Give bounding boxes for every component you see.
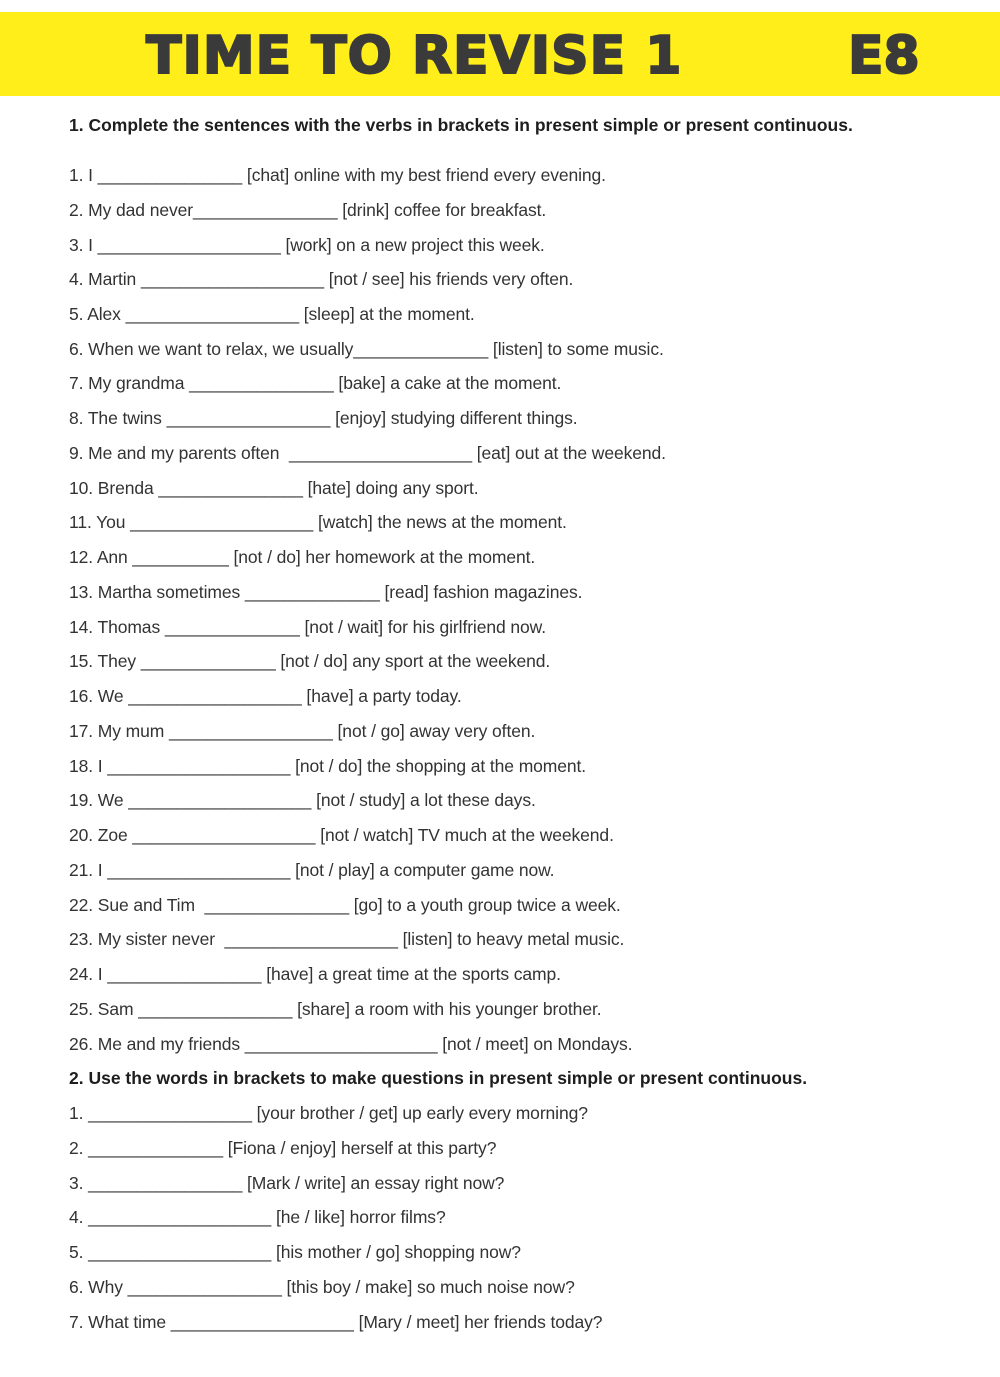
- exercise-item-text: 7. My grandma _______________ [bake] a cake at the moment.: [69, 373, 562, 393]
- question-item-text: 3. ________________ [Mark / write] an essay right now?: [69, 1173, 505, 1193]
- question-item: [69, 1241, 521, 1263]
- level-code: E8: [848, 26, 920, 86]
- exercise-item: [69, 928, 624, 950]
- exercise-item-text: 22. Sue and Tim _______________ [go] to a youth group twice a week.: [69, 895, 621, 915]
- question-item: [69, 1172, 504, 1194]
- exercise-item-text: 5. Alex __________________ [sleep] at the moment.: [69, 304, 475, 324]
- exercise-item: [69, 442, 666, 464]
- question-item: [69, 1102, 588, 1124]
- exercise-item-text: 11. You ___________________ [watch] the news at the moment.: [69, 512, 567, 532]
- exercise-item: [69, 1033, 632, 1055]
- question-item-text: 2. ______________ [Fiona / enjoy] herself at this party?: [69, 1138, 497, 1158]
- exercise-item-text: 2. My dad never_______________ [drink] coffee for breakfast.: [69, 200, 547, 220]
- exercise-item: [69, 963, 561, 985]
- exercise-item-text: 16. We __________________ [have] a party today.: [69, 686, 462, 706]
- exercise-item: [69, 477, 479, 499]
- page-title: TIME TO REVISE 1: [146, 26, 683, 86]
- exercise-item-text: 13. Martha sometimes ______________ [read] fashion magazines.: [69, 582, 583, 602]
- exercise-item: [69, 164, 606, 186]
- exercise-item-text: 20. Zoe ___________________ [not / watch] TV much at the weekend.: [69, 825, 614, 845]
- exercise-item: [69, 234, 545, 256]
- exercise-item: [69, 859, 554, 881]
- exercise-item: [69, 372, 561, 394]
- exercise-item-text: 1. I _______________ [chat] online with my best friend every evening.: [69, 165, 606, 185]
- exercise-item: [69, 824, 614, 846]
- exercise-item-text: 3. I ___________________ [work] on a new project this week.: [69, 235, 545, 255]
- title-banner: [0, 12, 1000, 96]
- exercise-item: [69, 685, 462, 707]
- exercise-item: [69, 720, 535, 742]
- exercise-item: [69, 511, 567, 533]
- question-item-text: 6. Why ________________ [this boy / make] so much noise now?: [69, 1277, 575, 1297]
- exercise-item-text: 10. Brenda _______________ [hate] doing any sport.: [69, 478, 479, 498]
- exercise-item: [69, 998, 601, 1020]
- exercise-item-text: 12. Ann __________ [not / do] her homework at the moment.: [69, 547, 536, 567]
- section2-instruction: 2. Use the words in brackets to make questions in present simple or present continuous.: [69, 1068, 808, 1088]
- exercise-item-text: 18. I ___________________ [not / do] the shopping at the moment.: [69, 756, 587, 776]
- exercise-item: [69, 199, 546, 221]
- exercise-item-text: 19. We ___________________ [not / study] a lot these days.: [69, 790, 536, 810]
- question-item: [69, 1311, 602, 1333]
- exercise-item: [69, 789, 536, 811]
- exercise-item-text: 14. Thomas ______________ [not / wait] for his girlfriend now.: [69, 617, 546, 637]
- exercise-item: [69, 268, 573, 290]
- exercise-item-text: 23. My sister never __________________ [listen] to heavy metal music.: [69, 929, 625, 949]
- exercise-item: [69, 650, 550, 672]
- exercise-item-text: 9. Me and my parents often ___________________ [eat] out at the weekend.: [69, 443, 666, 463]
- exercise-item-text: 8. The twins _________________ [enjoy] studying different things.: [69, 408, 578, 428]
- question-item: [69, 1206, 446, 1228]
- exercise-item-text: 17. My mum _________________ [not / go] away very often.: [69, 721, 536, 741]
- exercise-item: [69, 616, 546, 638]
- exercise-item: [69, 755, 586, 777]
- exercise-item: [69, 303, 475, 325]
- exercise-item-text: 26. Me and my friends ____________________ [not / meet] on Mondays.: [69, 1034, 633, 1054]
- exercise-item: [69, 338, 664, 360]
- exercise-item-text: 25. Sam ________________ [share] a room with his younger brother.: [69, 999, 602, 1019]
- question-item-text: 1. _________________ [your brother / get] up early every morning?: [69, 1103, 588, 1123]
- question-item: [69, 1137, 496, 1159]
- exercise-item: [69, 407, 578, 429]
- question-item-text: 5. ___________________ [his mother / go] shopping now?: [69, 1242, 521, 1262]
- question-item-text: 7. What time ___________________ [Mary / meet] her friends today?: [69, 1312, 603, 1332]
- exercise-item: [69, 581, 582, 603]
- exercise-item: [69, 546, 535, 568]
- exercise-item-text: 21. I ___________________ [not / play] a computer game now.: [69, 860, 555, 880]
- exercise-item-text: 15. They ______________ [not / do] any sport at the weekend.: [69, 651, 551, 671]
- question-item-text: 4. ___________________ [he / like] horror films?: [69, 1207, 446, 1227]
- exercise-item-text: 4. Martin ___________________ [not / see] his friends very often.: [69, 269, 574, 289]
- exercise-item-text: 6. When we want to relax, we usually______________ [listen] to some music.: [69, 339, 664, 359]
- question-item: [69, 1276, 575, 1298]
- exercise-item: [69, 894, 621, 916]
- section1-instruction: 1. Complete the sentences with the verbs in brackets in present simple or present continuous.: [69, 115, 853, 135]
- exercise-item-text: 24. I ________________ [have] a great time at the sports camp.: [69, 964, 561, 984]
